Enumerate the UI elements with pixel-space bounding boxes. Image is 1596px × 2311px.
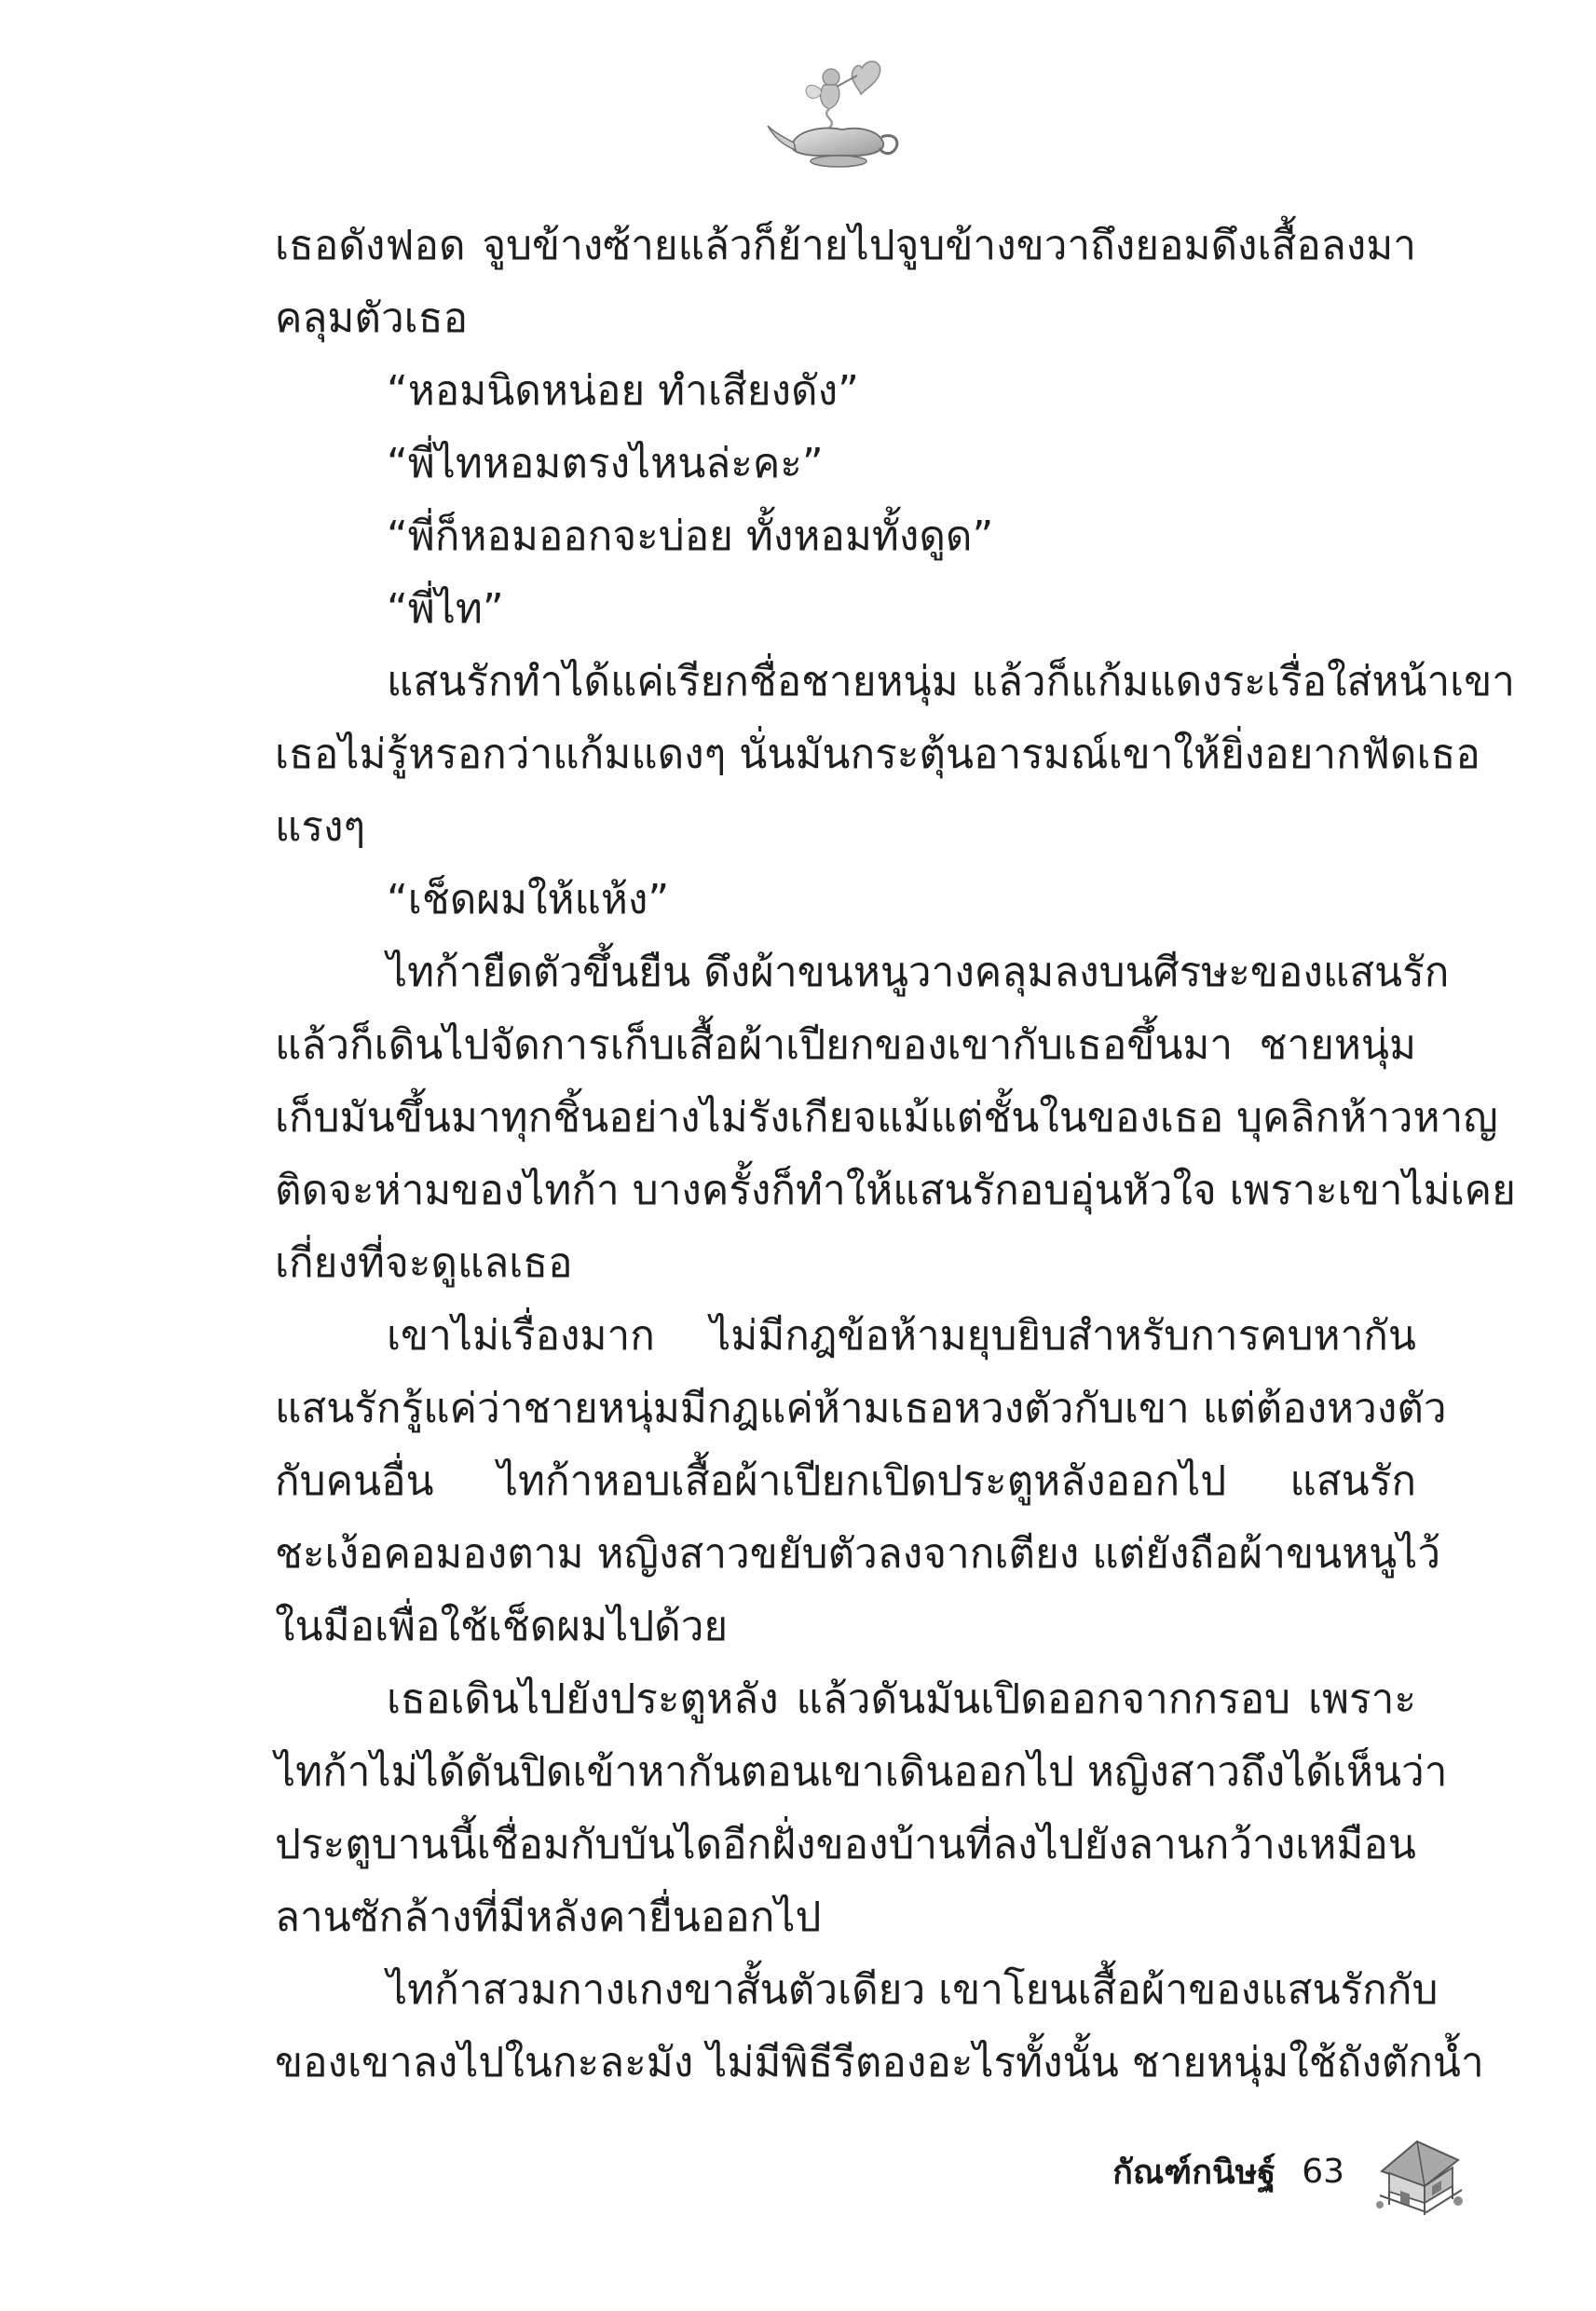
text-line: เก็บมันขึ้นมาทุกชิ้นอย่างไม่รังเกียจแม้แต่ชั้นในของเธอ บุคลิกห้าวหาญ	[275, 1094, 1498, 1142]
text-line: คลุมตัวเธอ	[275, 294, 469, 342]
text-line: ไทก้าสวมกางเกงขาสั้นตัวเดียว เขาโยนเสื้อผ้าของแสนรักกับ	[387, 1966, 1439, 2014]
body-text	[275, 210, 1516, 2099]
page-footer	[1112, 2120, 1466, 2222]
text-line: ลานซักล้างที่มีหลังคายื่นออกไป	[275, 1894, 822, 1941]
text-line: “พี่ไทหอมตรงไหนล่ะคะ”	[387, 440, 824, 487]
text-line: แรงๆ	[275, 803, 366, 851]
page-number: 63	[1302, 2152, 1344, 2191]
text-line: เธอเดินไปยังประตูหลัง แล้วดันมันเปิดออกจากกรอบ เพราะ	[387, 1675, 1416, 1723]
text-line: เธอดังฟอด จูบข้างซ้ายแล้วก็ย้ายไปจูบข้างขวาถึงยอมดึงเสื้อลงมา	[275, 222, 1416, 269]
text-line: กับคนอื่น ไทก้าหอบเสื้อผ้าเปียกเปิดประตูหลังออกไป แสนรัก	[275, 1457, 1416, 1505]
text-line: “พี่ไท”	[387, 585, 504, 633]
text-line: ไทก้ายืดตัวขึ้นยืน ดึงผ้าขนหนูวางคลุมลงบนศีรษะของแสนรัก	[387, 949, 1450, 996]
text-line: ประตูบานนี้เชื่อมกับบันไดอีกฝั่งของบ้านที่ลงไปยังลานกว้างเหมือน	[275, 1821, 1416, 1868]
text-line: แล้วก็เดินไปจัดการเก็บเสื้อผ้าเปียกของเขากับเธอขึ้นมา ชายหนุ่ม	[275, 1021, 1416, 1069]
text-line: ติดจะห่ามของไทก้า บางครั้งก็ทำให้แสนรักอบอุ่นหัวใจ เพราะเขาไม่เคย	[275, 1167, 1516, 1214]
text-line: แสนรักรู้แค่ว่าชายหนุ่มมีกฎแค่ห้ามเธอหวงตัวกับเขา แต่ต้องหวงตัว	[275, 1385, 1447, 1432]
book-title: กัณฑ์กนิษฐ์	[1112, 2153, 1276, 2192]
text-line: “หอมนิดหน่อย ทำเสียงดัง”	[387, 367, 859, 415]
text-line: ของเขาลงไปในกะละมัง ไม่มีพิธีรีตองอะไรทั้งนั้น ชายหนุ่มใช้ถังตักน้ำ	[275, 2039, 1484, 2086]
text-line: เกี่ยงที่จะดูแลเธอ	[275, 1239, 573, 1287]
text-line: เธอไม่รู้หรอกว่าแก้มแดงๆ นั่นมันกระตุ้นอารมณ์เขาให้ยิ่งอยากฟัดเธอ	[275, 731, 1480, 778]
text-line: ในมือเพื่อใช้เช็ดผมไปด้วย	[275, 1603, 729, 1650]
text-line: แสนรักทำได้แค่เรียกชื่อชายหนุ่ม แล้วก็แก้มแดงระเรื่อใส่หน้าเขา	[387, 658, 1515, 705]
text-line: “เช็ดผมให้แห้ง”	[387, 876, 670, 923]
text-line: ชะเง้อคอมองตาม หญิงสาวขยับตัวลงจากเตียง แต่ยังถือผ้าขนหนูไว้	[275, 1530, 1441, 1578]
text-line: ไทก้าไม่ได้ดันปิดเข้าหากันตอนเขาเดินออกไป หญิงสาวถึงได้เห็นว่า	[275, 1748, 1448, 1796]
stilt-house-icon	[1372, 2125, 1466, 2218]
lamp-cupid-ornament-icon	[764, 51, 913, 172]
text-line: “พี่ก็หอมออกจะบ่อย ทั้งหอมทั้งดูด”	[387, 513, 994, 560]
text-line: เขาไม่เรื่องมาก ไม่มีกฎข้อห้ามยุบยิบสำหรับการคบหากัน	[387, 1312, 1416, 1360]
